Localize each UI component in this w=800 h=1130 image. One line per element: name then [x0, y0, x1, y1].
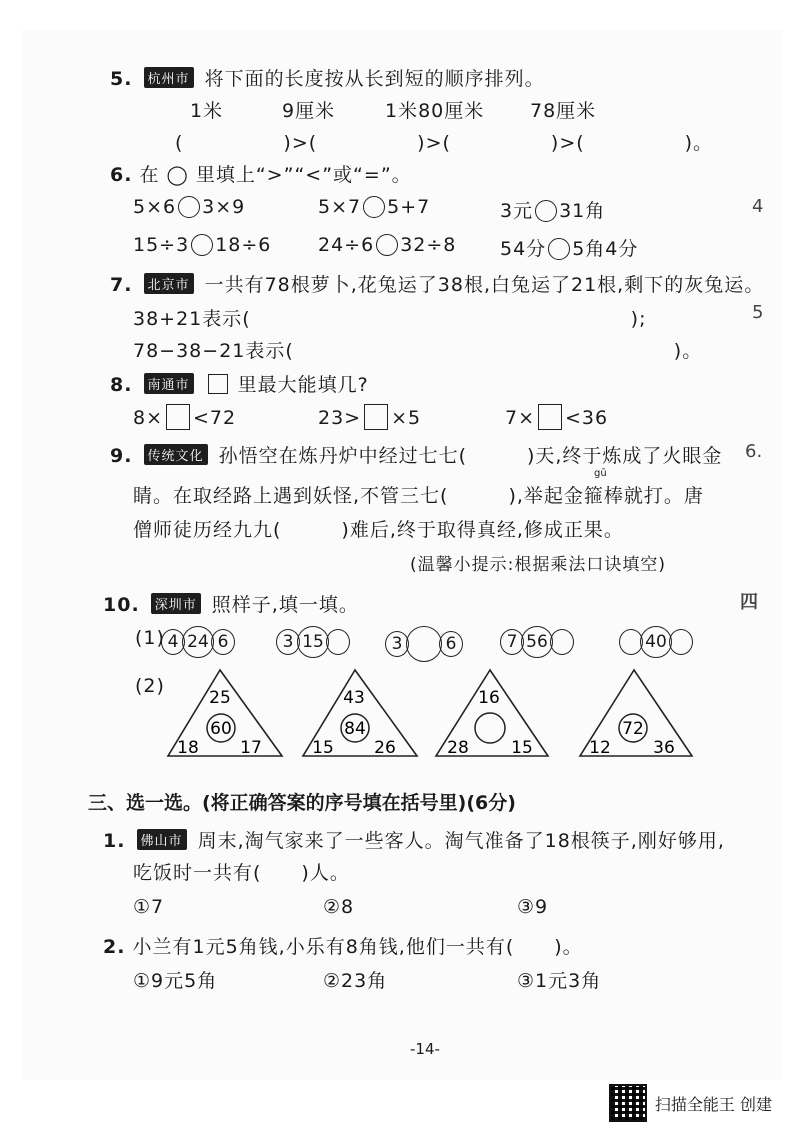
question-10: [103, 590, 359, 617]
answer-box[interactable]: [538, 404, 562, 430]
answer-blanks[interactable]: ( )>( )>( )>( )。: [175, 132, 714, 154]
side-circle: 6: [439, 631, 463, 657]
question-text: 里最大能填几?: [237, 374, 369, 396]
edge-mark: 4: [752, 196, 764, 217]
compare-circle[interactable]: [376, 234, 398, 256]
part-label: (2): [135, 675, 165, 697]
compare-item: 5×6 3×9: [133, 196, 246, 218]
question-9: [110, 441, 722, 468]
length-item: 1米: [190, 100, 224, 122]
edge-mark: 5: [752, 302, 764, 323]
triangle-top-number: 16: [478, 688, 500, 708]
question-6: [110, 160, 412, 187]
question-text-line[interactable]: 吃饭时一共有( )人。: [133, 862, 350, 884]
compare-item: 3元 31角: [500, 200, 606, 222]
watermark-text: 扫描全能王 创建: [654, 1094, 772, 1114]
triangle-left-number: 12: [589, 738, 611, 758]
section-title: 三、选一选。(将正确答案的序号填在括号里)(6分): [88, 792, 516, 814]
question-text: 将下面的长度按从长到短的顺序排列。: [204, 68, 545, 90]
edge-mark: 6.: [745, 441, 763, 462]
compare-circle[interactable]: [363, 196, 385, 218]
triangle-left-number: 18: [177, 738, 199, 758]
side-circle[interactable]: [326, 629, 350, 655]
answer-box[interactable]: [166, 404, 190, 430]
circle-group: [500, 626, 571, 658]
center-circle[interactable]: [406, 626, 442, 662]
triangle-2: [303, 670, 417, 758]
choice-option[interactable]: ②23角: [323, 970, 388, 992]
side-circle: 6: [211, 629, 235, 655]
compare-circle[interactable]: [191, 234, 213, 256]
triangle-right-number: 26: [374, 738, 396, 758]
compare-item: 5×7 5+7: [318, 196, 431, 218]
question-text: 一共有78根萝卜,花兔运了38根,白兔运了21根,剩下的灰兔运。: [204, 274, 765, 296]
choice-question-1: [103, 826, 725, 853]
triangle-top-number: 43: [343, 688, 365, 708]
region-tag: 深圳市: [151, 593, 201, 614]
length-item: 9厘米: [282, 100, 336, 122]
triangle-right-number: 15: [511, 738, 533, 758]
triangle-3: [436, 670, 548, 758]
box-item: 7× <36: [505, 404, 608, 430]
triangle-left-number: 15: [312, 738, 334, 758]
length-item: 1米80厘米: [385, 100, 485, 122]
triangle-puzzles: [160, 664, 760, 764]
qr-code-icon: [609, 1084, 647, 1122]
box-item: 8× <72: [133, 404, 236, 430]
triangle-top-number: 25: [209, 688, 231, 708]
triangle-right-number: 17: [240, 738, 262, 758]
circle-group: [276, 626, 347, 658]
region-tag: 杭州市: [144, 67, 194, 88]
region-tag: 南通市: [144, 373, 194, 394]
question-text: 在 ◯ 里填上“>”“<”或“=”。: [139, 164, 412, 186]
pinyin-annotation: gū: [594, 468, 607, 479]
answer-box[interactable]: [364, 404, 388, 430]
question-8: [110, 370, 369, 397]
compare-item: 15÷3 18÷6: [133, 234, 272, 256]
choice-option[interactable]: ①9元5角: [133, 970, 218, 992]
center-circle: 15: [297, 626, 329, 658]
hint-text: (温馨小提示:根据乘法口诀填空): [410, 555, 666, 575]
question-number: 8.: [110, 374, 133, 396]
center-circle: 40: [640, 626, 672, 658]
question-text-line[interactable]: 孙悟空在炼丹炉中经过七七( )天,终于炼成了火眼金: [218, 445, 723, 467]
question-text-line[interactable]: 僧师徒历经九九( )难后,终于取得真经,修成正果。: [133, 519, 624, 541]
question-number: 1.: [103, 830, 126, 852]
part-label: (1): [135, 627, 165, 649]
page-number: -14-: [410, 1040, 440, 1058]
question-number: 6.: [110, 164, 133, 186]
choice-option[interactable]: ②8: [323, 896, 355, 918]
choice-option[interactable]: ①7: [133, 896, 165, 918]
question-number: 10.: [103, 594, 140, 616]
category-tag: 传统文化: [144, 444, 208, 465]
box-item: 23> ×5: [318, 404, 421, 430]
side-circle: 3: [385, 631, 409, 657]
length-item: 78厘米: [530, 100, 597, 122]
circle-group: [619, 626, 690, 658]
answer-line[interactable]: 78−38−21表示( )。: [133, 340, 703, 362]
question-5: [110, 64, 545, 91]
question-text[interactable]: 小兰有1元5角钱,小乐有8角钱,他们一共有( )。: [132, 936, 583, 958]
scanner-watermark: [609, 1084, 772, 1122]
compare-circle[interactable]: [535, 200, 557, 222]
compare-item: 54分 5角4分: [500, 238, 639, 260]
compare-circle[interactable]: [548, 238, 570, 260]
triangle-4: [580, 670, 692, 758]
compare-circle[interactable]: [178, 196, 200, 218]
choice-option[interactable]: ③1元3角: [517, 970, 602, 992]
compare-item: 24÷6 32÷8: [318, 234, 457, 256]
triangle-center-circle[interactable]: [475, 713, 505, 743]
answer-line[interactable]: 38+21表示( );: [133, 308, 647, 330]
worksheet-page: [22, 30, 782, 1080]
triangle-center-number: 60: [210, 719, 232, 739]
region-tag: 北京市: [144, 273, 194, 294]
side-circle: 3: [276, 629, 300, 655]
question-text-line[interactable]: 睛。在取经路上遇到妖怪,不管三七( ),举起金箍棒就打。唐: [133, 485, 704, 507]
choice-option[interactable]: ③9: [517, 896, 549, 918]
question-number: 2.: [103, 936, 126, 958]
side-circle[interactable]: [550, 629, 574, 655]
square-box-icon: [208, 374, 228, 394]
triangle-center-number: 72: [622, 719, 644, 739]
question-7: [110, 270, 764, 297]
center-circle: 56: [521, 626, 553, 658]
question-text-line: 周末,淘气家来了一些客人。淘气准备了18根筷子,刚好够用,: [197, 830, 725, 852]
question-number: 7.: [110, 274, 133, 296]
triangle-1: [168, 670, 282, 758]
circle-group: [385, 626, 460, 662]
region-tag: 佛山市: [137, 829, 187, 850]
question-number: 5.: [110, 68, 133, 90]
side-circle: 4: [161, 629, 185, 655]
choice-question-2: [103, 932, 583, 959]
side-circle: 7: [500, 629, 524, 655]
center-circle: 24: [182, 626, 214, 658]
triangle-left-number: 28: [447, 738, 469, 758]
triangle-center-number: 84: [344, 719, 366, 739]
circle-group: [161, 626, 232, 658]
question-text: 照样子,填一填。: [211, 594, 359, 616]
side-circle[interactable]: [669, 629, 693, 655]
triangle-right-number: 36: [653, 738, 675, 758]
question-number: 9.: [110, 445, 133, 467]
edge-mark: 四: [740, 592, 758, 613]
